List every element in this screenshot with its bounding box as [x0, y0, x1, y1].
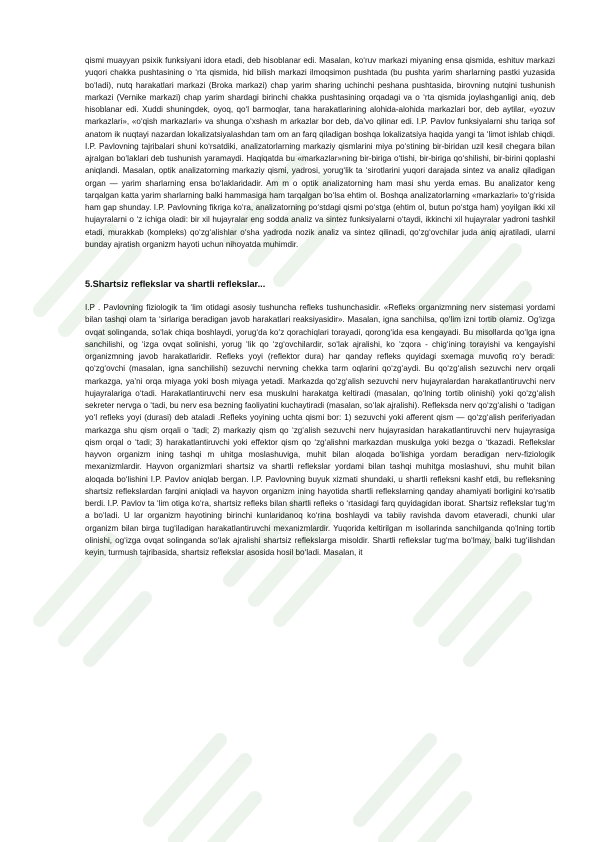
watermark-stroke — [150, 740, 255, 842]
body-paragraph-2: I.P . Pavlovning fiziologik ta ‘lim otidagi asosiy tushuncha refleks tushunchasidir. «Refleks organizmning nerv sistemasi yordami bilan tashqi olam ta ‘sirlariga beradigan javob harakatlari reaksiyasidir». Masalan, igna sanchilsa, qo‘lim izni tortib olamiz. Og‘izga ovqat solinganda, so‘lak chiqa boshlaydi, yorug‘da ko‘z qorachiqlari torayadi, qorong‘ida esa kengayadi. Bu misollarda qo‘lga igna sanchilishi, og ‘izga ovqat solinishi, yorug ‘lik qo ‘zg‘ovchilardir, so‘lak ajralishi, ko ‘zqora - chig‘ining torayishi va kengayishi organizmning javob harakatlaridir. Refleks yoyi (reflektor dura) har qanday refleks quyidagi sxemaga muvofiq ro‘y beradi: qo‘zg‘ovchi (masalan, igna sanchilishi) sezuvchi nervning chekka tarm oqlarini qo‘zg‘aydi. Bu qo‘zg‘alish sezuvchi nerv orqali markazga, ya’ni orqa miyaga yoki bosh miyaga yetadi. Markazda qo‘zg‘alish sezuvchi nerv hujayralardan harakatlantiruvchi nerv hujayralariga o‘tadi. Harakatlantiruvchi nerv esa muskulni harakatga keltiradi (masalan, qo‘lning tortib olinishi) yoki qo‘zg‘alish sekreter nervga o ‘tadi, bu nerv esa bezning faoliyatini kuchaytiradi (masalan, so‘lak ajralishi). Refleksda nerv qo‘zg‘alishi o ‘tadigan yo‘l refleks yoyi (durasi) deb ataladi .Refleks yoyining uchta qismi bor: 1) sezuvchi yoki afferent qism — qo‘zg‘alish periferiyadan markazga shu qism orqali o ‘tadi; 2) markaziy qism qo ‘zg‘alish sezuvchi nerv hujayrasidan harakatlantiruvchi nerv hujayrasiga qism orqal o ‘tadi; 3) harakatlantiruvchi yoki effektor qism qo ‘zg‘alishni markazdan muskulga yoki bezga o ‘tkazadi. Reflekslar hayvon organizm ining tashqi m uhitga moslashuviga, muhit bilan aloqada bo‘lishiga yordam beradigan nerv-fiziologik mexanizmlardir. Hayvon organizmlari shartsiz va shartli reflekslar yordami bilan tashqi muhitga moslashuvi, shu muhit bilan aloqada bo‘lishini I.P. Pavlov aniqlab bergan. I.P. Pavlovning buyuk xizmati shundaki, u shartli refleksni kashf etdi, bu refleksning shartsiz reflekslardan farqini aniqladi va hayvon organizm ining hayotida shartli reflekslarning qanday ahamiyati borligini ko‘rsatib berdi. I.P. Pavlov ta ‘lim otiga ko‘ra, shartsiz refleks bilan shartli refleks o ‘rtasidagi farq quyidagidan iborat. Shartsiz reflekslar tug‘m a bo‘ladi. U lar organizm hayotining birinchi kunlaridanoq ko‘rina boshlaydi va tabiiy ravishda davom etaveradi, chunki ular organizm bilan birga tug‘iladigan harakatlantiruvchi mexanizmlardir. Yuqorida keltirilgan m isollarinda sanchilganda qo‘lning tortib olinishi, og‘izga ovqat solinganda so‘lak ajralishi shartsiz reflekslarga misoldir. Shartli reflekslar tug‘ma bo‘lmay, balki tug‘ilishdan keyin, turmush tajribasida, shartsiz reflekslar asosida hosil bo‘ladi. Masalan, it — [85, 303, 555, 557]
body-paragraph-1: qismi muayyan psixik funksiyani idora etadi, deb hisoblanar edi. Masalan, ko‘ruv markazi miyaning ensa qismida, eshituv markazi yuqori chakka pushtasining o ‘rta qismida, hid bilish markazi ilmoqsimon pushtada (bu pushta yarim sharlarning pastki yuzasida bo‘ladi), nutq harakatlari markazi (Broka markazi) chap yarim sharing uchinchi peshana pushtasida, birovning nutqini tushunish markazi (Vernike markazi) chap yarim shardagi birinchi chakka pushtasining orqadagi va o ‘rta qismida joylashganligi aniq, deb hisoblanar edi. Xuddi shuningdek, oyoq, qo‘l barmoqlar, tana harakatlarining alohida-alohida markazlari bor, deb aytilar, «yozuv markazlari», «o‘qish markazlari» va shunga o‘xshash m arkazlar bor deb, da’vo qilinar edi. I.P. Pavlov funksiyalarni shu tariqa sof anatom ik nuqtayi nazardan lokalizatsiyalashdan tam om an farq qiladigan boshqa lokalizatsiya haqida yangi ta ‘limot ishlab chiqdi. I.P. Pavlovning tajribalari shuni ko‘rsatdiki, analizatorlarning markaziy qismlarini miya po‘stining bir-biridan uzil kesil chegara bilan ajralgan bo‘laklari deb tushunish yaramaydi. Haqiqatda bu «markazlar»ning bir-biriga o‘tishi, bir-biriga qo‘shilishi, bir-birini qoplashi aniqlandi. Masalan, optik analizatorning markaziy qismi, yadrosi, yorug‘lik ta ‘sirotlarini yuqori darajada sintez va analiz qiladigan organ — yarim sharlarning ensa bo‘laklaridadir. Am m o optik analizatorning ham masi shu yerda emas. Bu analizator keng tarqalgan katta yarim sharlarning balki hammasiga ham tarqalgan bo‘lsa ehtim ol. Boshqa analizatorlarning «markazlari» to‘g‘risida ham gap shunday. I.P. Pavlovning fikriga ko‘ra, analizatorning po‘stdagi qismi po‘stga (ehtim ol, butun po‘stga ham) yoyilgan ikki xil hujayralarni o ‘z ichiga oladi: bir xil hujayralar eng sodda analiz va sintez funksiyalarni o‘taydi, ikkinchi xil hujayralar yadroni tashkil etadi, murakkab (kompleks) qo‘zg‘alishlar o‘sha yadroda nozik analiz va sintez qilinadi, qo‘zg‘ovchilar juda aniq ajratiladi, ularni bunday ajratish organizm hayoti uchun nihoyatda muhimdir. — [85, 56, 555, 249]
watermark-stroke — [360, 740, 465, 842]
section-heading: 5.Shartsiz reflekslar va shartli reflekslar... — [85, 279, 266, 289]
page-content — [85, 55, 555, 559]
